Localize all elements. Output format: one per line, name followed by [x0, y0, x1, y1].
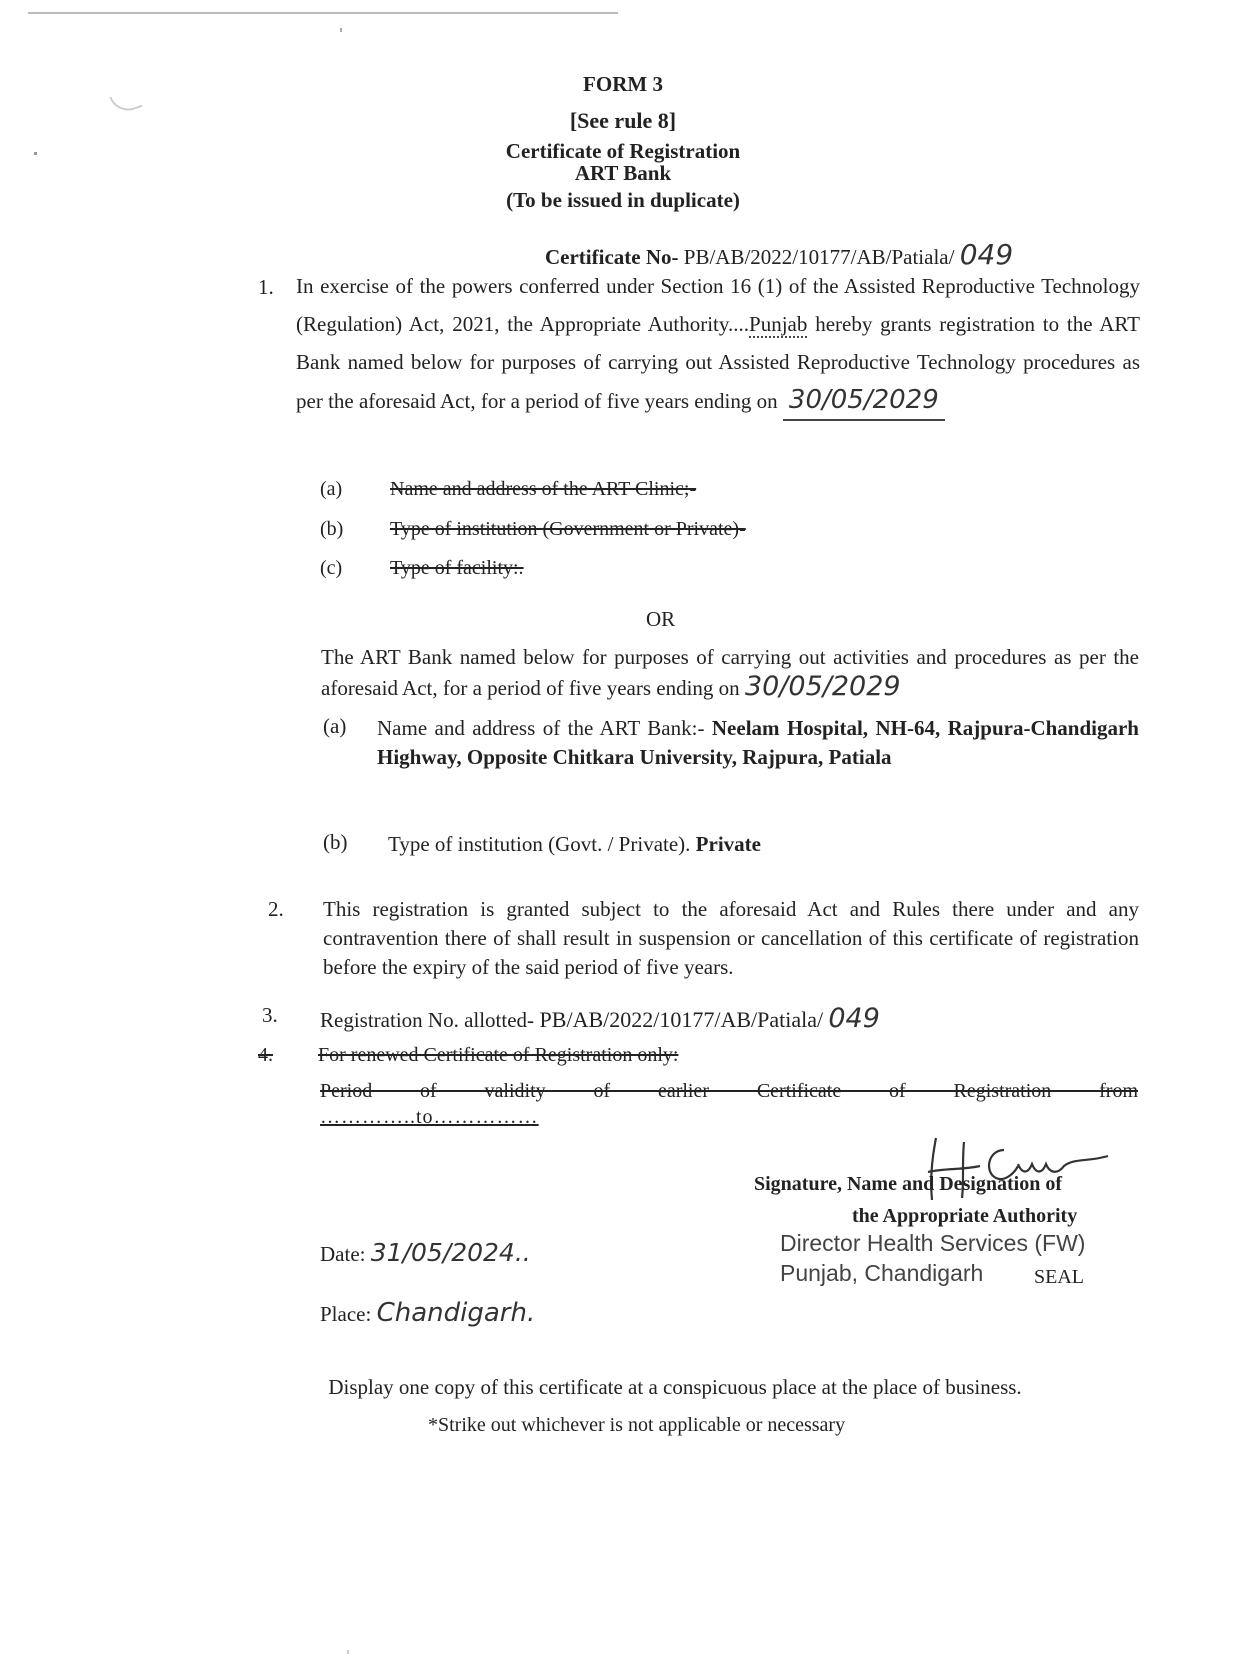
date-value: 31/05/2024.. — [370, 1238, 531, 1267]
seal-label: SEAL — [1034, 1266, 1084, 1288]
item1-text: In exercise of the powers conferred under Section 16 (1) of the Assisted Reproductive Technology (Regulation) Act, 2021, the Appropriate Authority.... — [296, 274, 1140, 336]
registration-label: Registration No. allotted- — [320, 1008, 535, 1032]
bank-intro-text: The ART Bank named below for purposes of carrying out activities and procedures as per the aforesaid Act, for a period of five years ending on — [321, 645, 1139, 700]
institution-type-value: Private — [695, 832, 761, 856]
option-text: Type of institution (Government or Private)- — [390, 518, 746, 540]
item2-paragraph: This registration is granted subject to the aforesaid Act and Rules there under and any contravention there of shall result in suspension or cancellation of this certificate of registration before the expiry of the said period of five years. — [323, 897, 1139, 979]
bank-item-label: (a) — [323, 714, 347, 738]
signature-caption: Signature, Name and Designation of — [754, 1173, 1062, 1195]
option-text: Type of facility:. — [390, 557, 524, 579]
form-title: FORM 3 — [583, 72, 663, 96]
display-instruction — [0, 1375, 1246, 1400]
bank-intro — [321, 642, 1139, 703]
item1-text-cont: hereby grants registration to the ART Bank named below for purposes of carrying out Assisted Reproductive Technology procedures as per the aforesaid Act, for a period of five years ending on — [296, 312, 1140, 413]
scan-mark — [340, 28, 342, 32]
date-label: Date: — [320, 1242, 366, 1266]
or-separator: OR — [646, 607, 676, 631]
option-label: (b) — [320, 518, 344, 540]
institution-type — [388, 832, 761, 857]
signature-caption: the Appropriate Authority — [852, 1205, 1078, 1227]
item-number: 1. — [258, 275, 274, 299]
struck-option-a — [320, 478, 696, 501]
item4-dots: …………..to…………… — [320, 1106, 539, 1128]
option-label: (a) — [320, 478, 343, 500]
certificate-subtitle: ART Bank — [574, 161, 672, 185]
handwritten-signature — [918, 1128, 1118, 1208]
item-number: 4. — [258, 1044, 273, 1066]
place-label: Place: — [320, 1302, 372, 1326]
option-text: Name and address of the ART Clinic;- — [390, 478, 697, 500]
certificate-number-value: PB/AB/2022/10177/AB/Patiala/ — [683, 245, 955, 269]
registration-value: PB/AB/2022/10177/AB/Patiala/ — [534, 1007, 824, 1032]
item4-period: Period of validity of earlier Certificate of Registration from — [320, 1080, 1138, 1102]
place-field — [320, 1298, 535, 1328]
bank-name-label: Name and address of the ART Bank:- — [377, 716, 712, 740]
authority-stamp: Director Health Services (FW) — [780, 1230, 1086, 1256]
place-value: Chandigarh. — [376, 1298, 536, 1328]
registration-handwritten: 049 — [828, 1003, 880, 1034]
item-number: 3. — [262, 1003, 278, 1027]
bank-name-value: Neelam Hospital, NH-64, Rajpura-Chandigarh Highway, Opposite Chitkara University, Rajpura, Patiala — [377, 716, 1139, 769]
item4-heading: For renewed Certificate of Registration only: — [318, 1044, 679, 1066]
certificate-number-label: Certificate No- — [545, 245, 679, 269]
certificate-number-handwritten: 049 — [959, 238, 1014, 271]
struck-option-c — [320, 557, 524, 580]
scan-top-line — [28, 12, 618, 14]
bank-name-address — [377, 714, 1139, 772]
option-label: (c) — [320, 557, 343, 579]
item1-paragraph — [296, 267, 1140, 421]
registration-number — [320, 1003, 880, 1034]
authority-stamp: Punjab, Chandigarh — [780, 1260, 984, 1286]
strike-out-note: *Strike out whichever is not applicable or necessary — [428, 1414, 846, 1436]
date-field — [320, 1238, 531, 1267]
item1-end-date: 30/05/2029 — [783, 381, 945, 421]
struck-option-b — [320, 518, 746, 541]
rule-reference: [See rule 8] — [569, 108, 677, 133]
institution-type-label: Type of institution (Govt. / Private). — [388, 832, 696, 856]
authority-name: Punjab — [749, 312, 808, 336]
display-instruction-text: Display one copy of this certificate at a conspicuous place at the place of business. — [328, 1375, 1022, 1399]
item-number: 2. — [268, 897, 284, 921]
bank-item-label: (b) — [323, 830, 348, 854]
scan-mark — [347, 1650, 349, 1654]
duplicate-note: (To be issued in duplicate) — [506, 188, 740, 212]
bank-end-date: 30/05/2029 — [744, 671, 901, 702]
certificate-title: Certificate of Registration — [505, 139, 741, 163]
